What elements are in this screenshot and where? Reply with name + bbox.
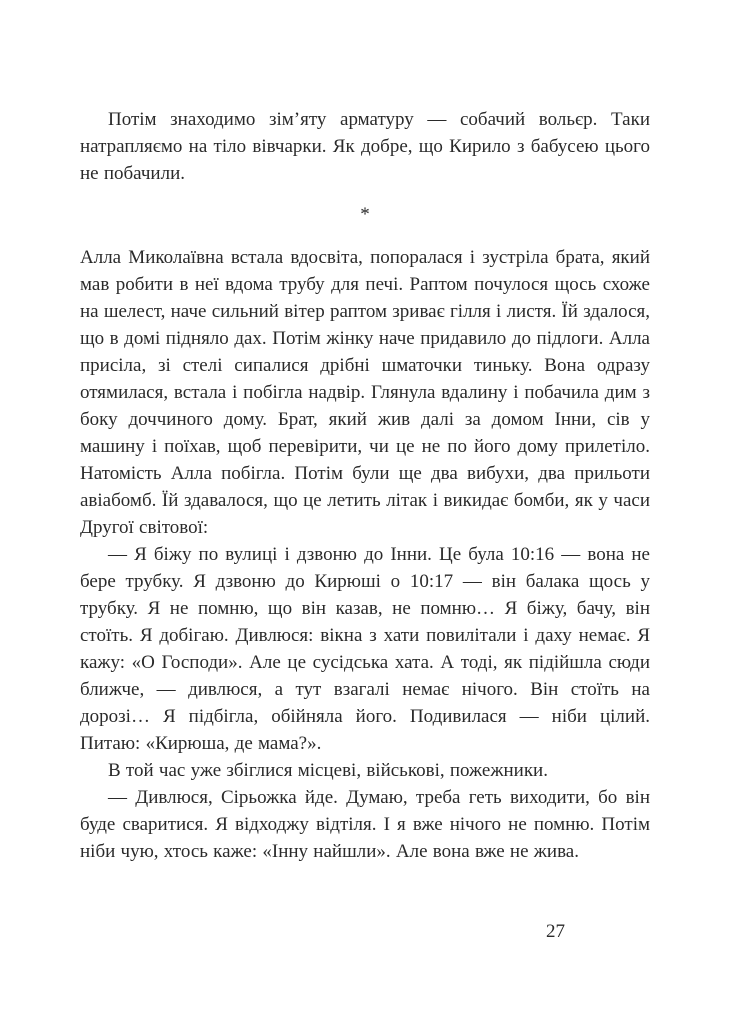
paragraph-alla-morning: Алла Миколаївна встала вдосвіта, попоралася і зустріла брата, який мав робити в неї вдома трубу для печі. Раптом почулося щось схоже на шелест, наче сильний вітер раптом зриває гілля і листя. Їй здалося, що в домі підняло дах. Потім жінку наче придавило до підлоги. Алла присіла, зі стелі сипалися дрібні шматочки тиньку. Вона одразу отямилася, встала і побігла надвір. Глянула вдалину і побачила дим з боку доччиного дому. Брат, який жив далі за домом Інни, сів у машину і поїхав, щоб перевірити, чи це не по його дому прилетіло. Натомість Алла побігла. Потім були ще два вибухи, два прильоти авіабомб. Їй здавалося, що це летить літак і викидає бомби, як у часи Другої світової: [80,247,650,538]
paragraph-locals-gathered: В той час уже збіглися місцеві, військові, пожежники. [108,760,548,781]
text-block [80,106,650,865]
section-separator-asterisk: * [360,204,370,225]
paragraph-quote-running: — Я біжу по вулиці і дзвоню до Інни. Це була 10:16 — вона не бере трубку. Я дзвоню до Кирюші о 10:17 — він балака щось у трубку. Я не помню, що він казав, не помню… Я біжу, бачу, він стоїть. Я добігаю. Дивлюся: вікна з хати повилітали і даху немає. Я кажу: «О Господи». Але це сусідська хата. А тоді, як підійшла сюди ближче, — дивлюся, а тут взагалі немає нічого. Він стоїть на дорозі… Я підбігла, обійняла його. Подивилася — ніби цілий. Питаю: «Кирюша, де мама?». [80,544,650,754]
paragraph-quote-siriozhka: — Дивлюся, Сірьожка йде. Думаю, треба геть виходити, бо він буде сваритися. Я відходжу відтіля. І я вже нічого не помню. Потім ніби чую, хтось каже: «Інну найшли». Але вона вже не жива. [80,787,650,862]
page-number: 27 [546,921,565,942]
paragraph-dog-kennel: Потім знаходимо зім’яту арматуру — собачий вольєр. Таки натрапляємо на тіло вівчарки. Як добре, що Кирило з бабусею цього не побачили. [80,109,650,184]
